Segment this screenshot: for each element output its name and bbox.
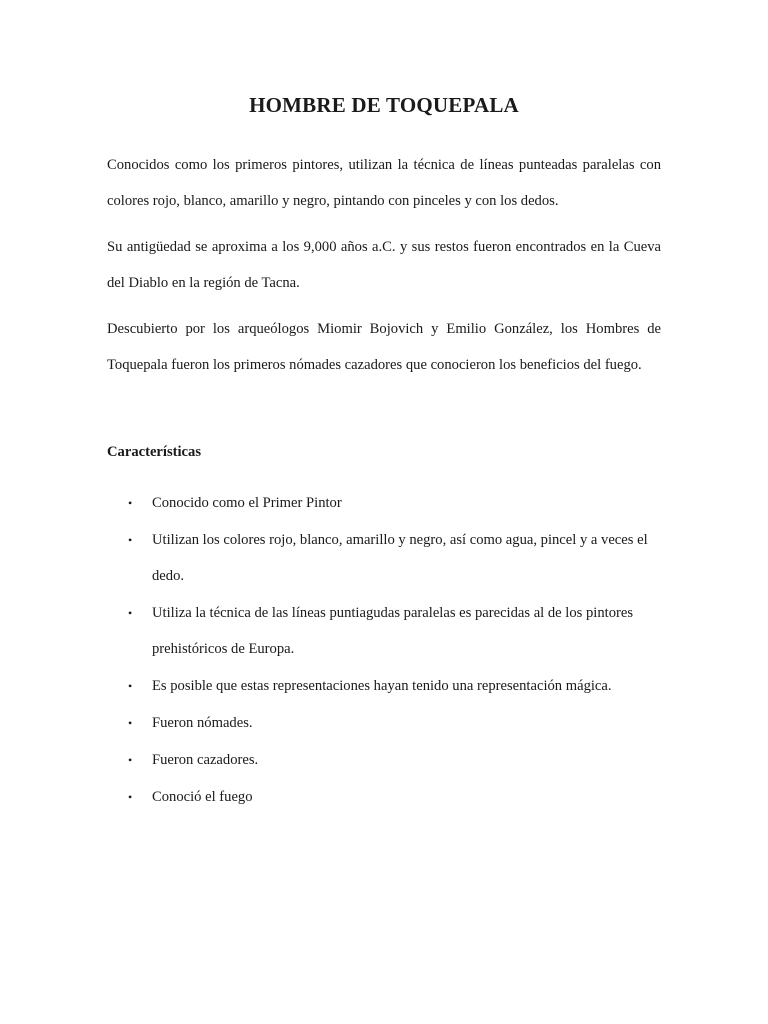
- list-item-text: Utilizan los colores rojo, blanco, amarillo y negro, así como agua, pincel y a veces el dedo.: [152, 532, 648, 584]
- bullet-icon: •: [128, 790, 133, 804]
- list-item: [107, 705, 661, 741]
- bullet-icon: •: [128, 716, 133, 730]
- list-item: [107, 522, 661, 594]
- list-item-text: Fueron cazadores.: [152, 752, 259, 768]
- list-item-text: Conocido como el Primer Pintor: [152, 495, 342, 511]
- bullet-icon: •: [128, 679, 133, 693]
- list-item: [107, 485, 661, 521]
- list-item: [107, 779, 661, 815]
- list-item-text: Conoció el fuego: [152, 789, 253, 805]
- paragraph-discovery: Descubierto por los arqueólogos Miomir Bojovich y Emilio González, los Hombres de Toquepala fueron los primeros nómades cazadores que conocieron los beneficios del fuego.: [107, 321, 661, 373]
- page-title: HOMBRE DE TOQUEPALA: [249, 93, 519, 117]
- list-item: [107, 742, 661, 778]
- section-heading-caracteristicas: Características: [107, 444, 202, 460]
- list-item-text: Es posible que estas representaciones hayan tenido una representación mágica.: [152, 678, 612, 694]
- paragraph-antiquity: Su antigüedad se aproxima a los 9,000 años a.C. y sus restos fueron encontrados en la Cueva del Diablo en la región de Tacna.: [107, 239, 661, 291]
- list-item: [107, 668, 661, 704]
- paragraph-intro: Conocidos como los primeros pintores, utilizan la técnica de líneas punteadas paralelas con colores rojo, blanco, amarillo y negro, pintando con pinceles y con los dedos.: [107, 157, 661, 209]
- bullet-icon: •: [128, 496, 133, 510]
- bullet-icon: •: [128, 606, 133, 620]
- bullet-icon: •: [128, 533, 133, 547]
- list-item: [107, 595, 661, 667]
- list-item-text: Fueron nómades.: [152, 715, 253, 731]
- bullet-icon: •: [128, 753, 133, 767]
- list-item-text: Utiliza la técnica de las líneas puntiagudas paralelas es parecidas al de los pintores prehistóricos de Europa.: [152, 605, 634, 657]
- characteristics-list: [107, 485, 661, 816]
